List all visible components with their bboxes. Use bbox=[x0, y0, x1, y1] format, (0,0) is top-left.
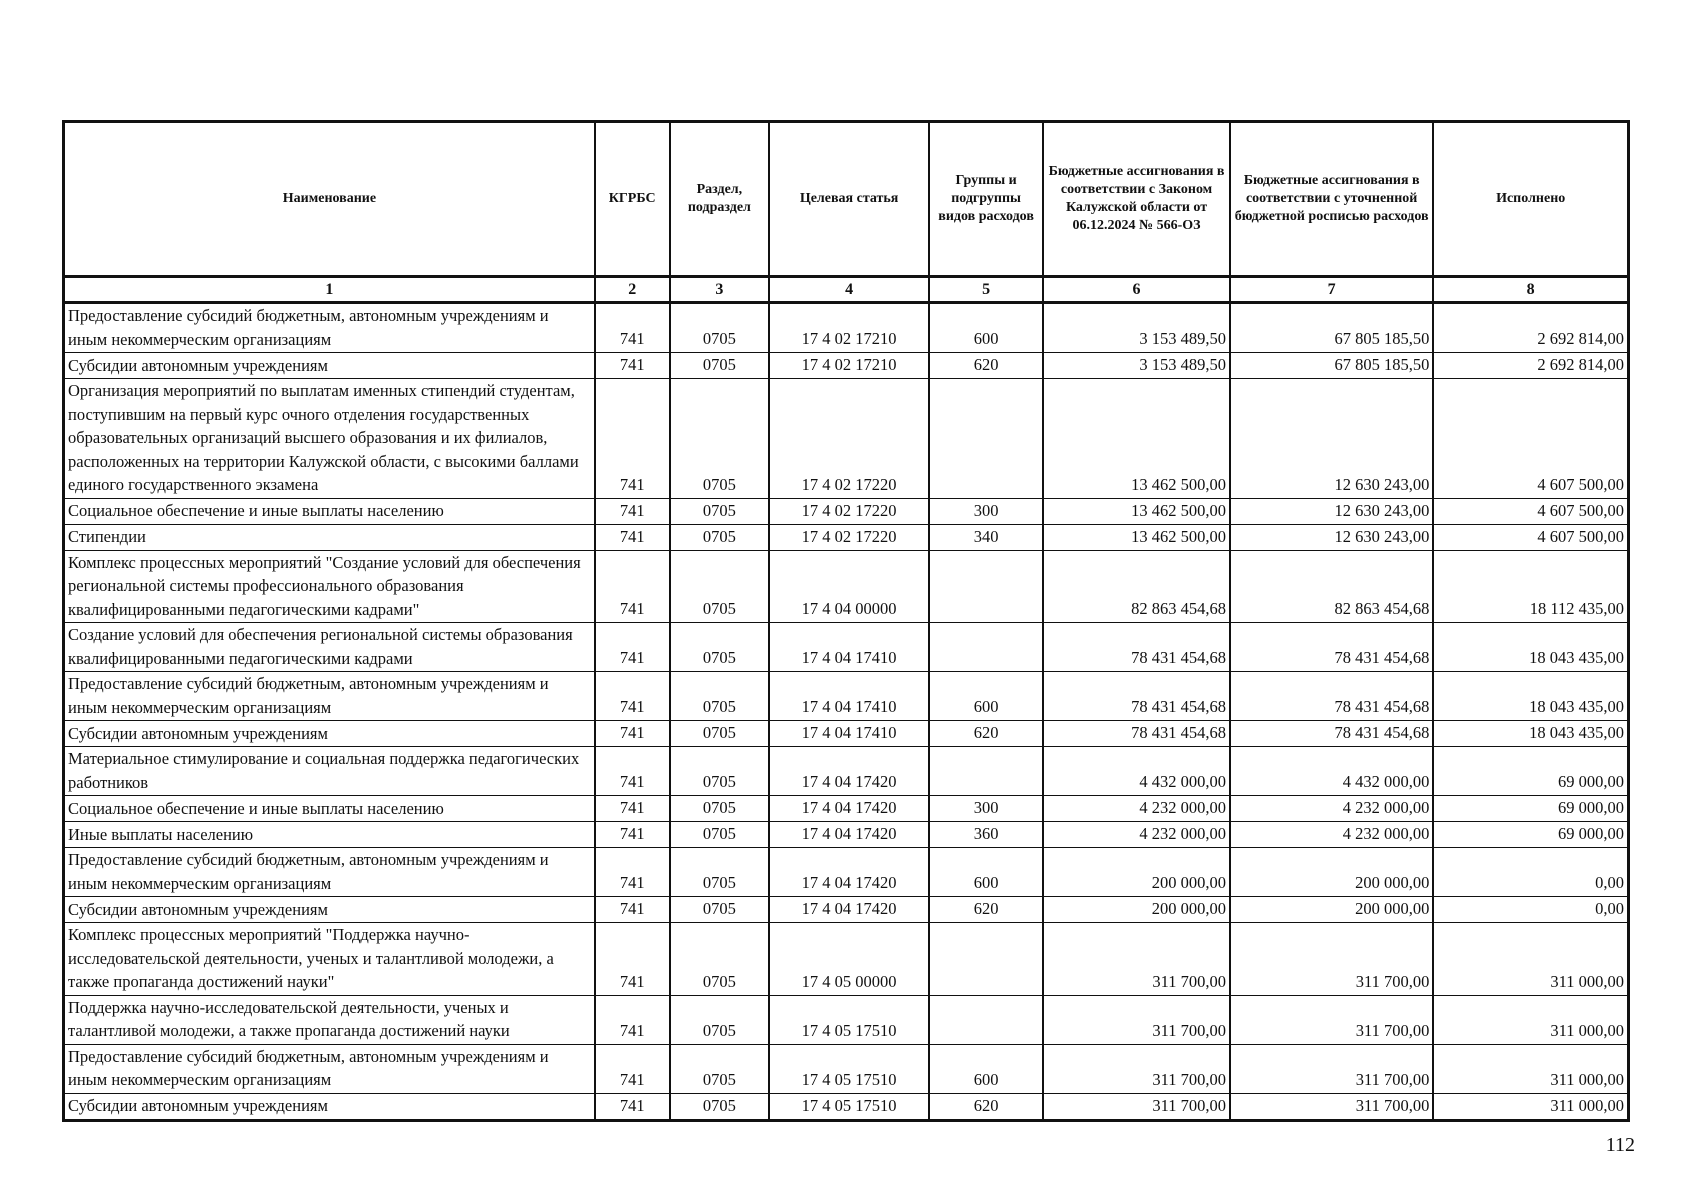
cell-name: Субсидии автономным учреждениям bbox=[64, 1093, 595, 1120]
table-row bbox=[64, 822, 1629, 848]
table-row bbox=[64, 995, 1629, 1044]
cell-law-allocation: 13 462 500,00 bbox=[1043, 498, 1230, 524]
cell-section: 0705 bbox=[670, 848, 770, 897]
column-number: 7 bbox=[1230, 277, 1433, 303]
cell-law-allocation: 3 153 489,50 bbox=[1043, 303, 1230, 353]
cell-section: 0705 bbox=[670, 897, 770, 923]
cell-name: Организация мероприятий по выплатам именных стипендий студентам, поступившим на первый курс очного отделения государственных образовательных организаций высшего образования и их филиалов, расположенных на территории Калужской области, с высокими баллами единого государственного экзамена bbox=[64, 379, 595, 499]
cell-expense-group bbox=[929, 550, 1043, 623]
cell-law-allocation: 82 863 454,68 bbox=[1043, 550, 1230, 623]
cell-expense-group: 620 bbox=[929, 1093, 1043, 1120]
cell-section: 0705 bbox=[670, 524, 770, 550]
cell-expense-group: 620 bbox=[929, 721, 1043, 747]
cell-kgrbs: 741 bbox=[595, 848, 670, 897]
header-law-allocations: Бюджетные ассигнования в соответствии с Законом Калужской области от 06.12.2024 № 566-ОЗ bbox=[1043, 122, 1230, 277]
cell-target-article: 17 4 05 17510 bbox=[769, 995, 929, 1044]
cell-target-article: 17 4 02 17220 bbox=[769, 524, 929, 550]
column-number: 3 bbox=[670, 277, 770, 303]
cell-kgrbs: 741 bbox=[595, 672, 670, 721]
cell-kgrbs: 741 bbox=[595, 822, 670, 848]
cell-expense-group: 600 bbox=[929, 672, 1043, 721]
cell-executed: 69 000,00 bbox=[1433, 796, 1628, 822]
table-row bbox=[64, 524, 1629, 550]
table-row bbox=[64, 303, 1629, 353]
cell-law-allocation: 78 431 454,68 bbox=[1043, 721, 1230, 747]
cell-law-allocation: 4 232 000,00 bbox=[1043, 822, 1230, 848]
cell-target-article: 17 4 04 17420 bbox=[769, 897, 929, 923]
cell-expense-group: 300 bbox=[929, 796, 1043, 822]
cell-target-article: 17 4 04 17420 bbox=[769, 747, 929, 796]
cell-executed: 311 000,00 bbox=[1433, 923, 1628, 996]
page-number: 112 bbox=[1605, 1134, 1635, 1156]
cell-section: 0705 bbox=[670, 672, 770, 721]
cell-expense-group: 360 bbox=[929, 822, 1043, 848]
cell-kgrbs: 741 bbox=[595, 995, 670, 1044]
cell-target-article: 17 4 05 17510 bbox=[769, 1044, 929, 1093]
cell-refined-allocation: 78 431 454,68 bbox=[1230, 623, 1433, 672]
cell-name: Материальное стимулирование и социальная поддержка педагогических работников bbox=[64, 747, 595, 796]
cell-law-allocation: 311 700,00 bbox=[1043, 1093, 1230, 1120]
table-row bbox=[64, 721, 1629, 747]
cell-kgrbs: 741 bbox=[595, 897, 670, 923]
cell-law-allocation: 4 232 000,00 bbox=[1043, 796, 1230, 822]
table-row bbox=[64, 672, 1629, 721]
cell-expense-group: 600 bbox=[929, 848, 1043, 897]
cell-refined-allocation: 12 630 243,00 bbox=[1230, 379, 1433, 499]
cell-refined-allocation: 12 630 243,00 bbox=[1230, 524, 1433, 550]
cell-expense-group bbox=[929, 623, 1043, 672]
cell-target-article: 17 4 04 17410 bbox=[769, 672, 929, 721]
cell-section: 0705 bbox=[670, 822, 770, 848]
cell-expense-group: 620 bbox=[929, 353, 1043, 379]
header-target-article: Целевая статья bbox=[769, 122, 929, 277]
cell-executed: 0,00 bbox=[1433, 897, 1628, 923]
cell-name: Социальное обеспечение и иные выплаты населению bbox=[64, 498, 595, 524]
cell-refined-allocation: 311 700,00 bbox=[1230, 923, 1433, 996]
cell-law-allocation: 200 000,00 bbox=[1043, 897, 1230, 923]
header-refined-allocations: Бюджетные ассигнования в соответствии с уточненной бюджетной росписью расходов bbox=[1230, 122, 1433, 277]
cell-kgrbs: 741 bbox=[595, 747, 670, 796]
cell-refined-allocation: 311 700,00 bbox=[1230, 1044, 1433, 1093]
cell-target-article: 17 4 04 00000 bbox=[769, 550, 929, 623]
cell-name: Предоставление субсидий бюджетным, автономным учреждениям и иным некоммерческим организациям bbox=[64, 848, 595, 897]
cell-section: 0705 bbox=[670, 623, 770, 672]
table-row bbox=[64, 353, 1629, 379]
cell-refined-allocation: 4 432 000,00 bbox=[1230, 747, 1433, 796]
cell-kgrbs: 741 bbox=[595, 379, 670, 499]
table-row bbox=[64, 848, 1629, 897]
cell-law-allocation: 4 432 000,00 bbox=[1043, 747, 1230, 796]
cell-executed: 2 692 814,00 bbox=[1433, 303, 1628, 353]
cell-expense-group bbox=[929, 995, 1043, 1044]
cell-executed: 0,00 bbox=[1433, 848, 1628, 897]
cell-executed: 2 692 814,00 bbox=[1433, 353, 1628, 379]
cell-kgrbs: 741 bbox=[595, 353, 670, 379]
header-section: Раздел, подраздел bbox=[670, 122, 770, 277]
budget-execution-table bbox=[62, 120, 1630, 1122]
cell-name: Предоставление субсидий бюджетным, автономным учреждениям и иным некоммерческим организациям bbox=[64, 672, 595, 721]
column-number: 4 bbox=[769, 277, 929, 303]
cell-section: 0705 bbox=[670, 303, 770, 353]
cell-refined-allocation: 4 232 000,00 bbox=[1230, 796, 1433, 822]
header-executed: Исполнено bbox=[1433, 122, 1628, 277]
cell-executed: 311 000,00 bbox=[1433, 1044, 1628, 1093]
cell-target-article: 17 4 04 17420 bbox=[769, 848, 929, 897]
cell-law-allocation: 13 462 500,00 bbox=[1043, 379, 1230, 499]
cell-kgrbs: 741 bbox=[595, 550, 670, 623]
cell-name: Комплекс процессных мероприятий "Поддержка научно-исследовательской деятельности, ученых и талантливой молодежи, а также пропаганда достижений науки" bbox=[64, 923, 595, 996]
cell-section: 0705 bbox=[670, 1093, 770, 1120]
cell-name: Предоставление субсидий бюджетным, автономным учреждениям и иным некоммерческим организациям bbox=[64, 1044, 595, 1093]
cell-refined-allocation: 311 700,00 bbox=[1230, 995, 1433, 1044]
header-expense-groups: Группы и подгруппы видов расходов bbox=[929, 122, 1043, 277]
cell-target-article: 17 4 05 00000 bbox=[769, 923, 929, 996]
cell-refined-allocation: 78 431 454,68 bbox=[1230, 672, 1433, 721]
cell-executed: 4 607 500,00 bbox=[1433, 498, 1628, 524]
cell-target-article: 17 4 04 17410 bbox=[769, 623, 929, 672]
cell-executed: 18 112 435,00 bbox=[1433, 550, 1628, 623]
cell-refined-allocation: 311 700,00 bbox=[1230, 1093, 1433, 1120]
table-row bbox=[64, 550, 1629, 623]
cell-section: 0705 bbox=[670, 1044, 770, 1093]
cell-executed: 69 000,00 bbox=[1433, 747, 1628, 796]
table-row bbox=[64, 923, 1629, 996]
cell-law-allocation: 13 462 500,00 bbox=[1043, 524, 1230, 550]
cell-name: Социальное обеспечение и иные выплаты населению bbox=[64, 796, 595, 822]
cell-name: Комплекс процессных мероприятий "Создание условий для обеспечения региональной системы профессионального образования квалифицированными педагогическими кадрами" bbox=[64, 550, 595, 623]
cell-kgrbs: 741 bbox=[595, 1044, 670, 1093]
cell-kgrbs: 741 bbox=[595, 623, 670, 672]
cell-refined-allocation: 4 232 000,00 bbox=[1230, 822, 1433, 848]
cell-section: 0705 bbox=[670, 498, 770, 524]
cell-name: Иные выплаты населению bbox=[64, 822, 595, 848]
column-number-row bbox=[64, 277, 1629, 303]
cell-section: 0705 bbox=[670, 747, 770, 796]
column-number: 2 bbox=[595, 277, 670, 303]
header-kgrbs: КГРБС bbox=[595, 122, 670, 277]
cell-executed: 311 000,00 bbox=[1433, 995, 1628, 1044]
cell-kgrbs: 741 bbox=[595, 303, 670, 353]
cell-name: Субсидии автономным учреждениям bbox=[64, 897, 595, 923]
cell-section: 0705 bbox=[670, 995, 770, 1044]
cell-kgrbs: 741 bbox=[595, 498, 670, 524]
cell-law-allocation: 311 700,00 bbox=[1043, 1044, 1230, 1093]
cell-target-article: 17 4 04 17410 bbox=[769, 721, 929, 747]
table-row bbox=[64, 747, 1629, 796]
cell-name: Поддержка научно-исследовательской деятельности, ученых и талантливой молодежи, а также пропаганда достижений науки bbox=[64, 995, 595, 1044]
cell-executed: 4 607 500,00 bbox=[1433, 379, 1628, 499]
header-name: Наименование bbox=[64, 122, 595, 277]
cell-expense-group: 620 bbox=[929, 897, 1043, 923]
cell-refined-allocation: 78 431 454,68 bbox=[1230, 721, 1433, 747]
cell-law-allocation: 200 000,00 bbox=[1043, 848, 1230, 897]
cell-section: 0705 bbox=[670, 353, 770, 379]
column-number: 1 bbox=[64, 277, 595, 303]
cell-section: 0705 bbox=[670, 379, 770, 499]
budget-table-sheet bbox=[62, 120, 1630, 1122]
cell-name: Стипендии bbox=[64, 524, 595, 550]
cell-law-allocation: 78 431 454,68 bbox=[1043, 672, 1230, 721]
cell-expense-group: 300 bbox=[929, 498, 1043, 524]
cell-target-article: 17 4 02 17220 bbox=[769, 379, 929, 499]
cell-executed: 18 043 435,00 bbox=[1433, 672, 1628, 721]
cell-kgrbs: 741 bbox=[595, 796, 670, 822]
cell-executed: 311 000,00 bbox=[1433, 1093, 1628, 1120]
cell-section: 0705 bbox=[670, 796, 770, 822]
cell-law-allocation: 78 431 454,68 bbox=[1043, 623, 1230, 672]
cell-target-article: 17 4 02 17210 bbox=[769, 353, 929, 379]
table-row bbox=[64, 623, 1629, 672]
cell-target-article: 17 4 04 17420 bbox=[769, 822, 929, 848]
cell-law-allocation: 311 700,00 bbox=[1043, 923, 1230, 996]
cell-section: 0705 bbox=[670, 721, 770, 747]
cell-name: Субсидии автономным учреждениям bbox=[64, 721, 595, 747]
cell-kgrbs: 741 bbox=[595, 1093, 670, 1120]
cell-section: 0705 bbox=[670, 923, 770, 996]
table-row bbox=[64, 1093, 1629, 1120]
cell-executed: 69 000,00 bbox=[1433, 822, 1628, 848]
cell-target-article: 17 4 02 17220 bbox=[769, 498, 929, 524]
cell-refined-allocation: 82 863 454,68 bbox=[1230, 550, 1433, 623]
column-number: 5 bbox=[929, 277, 1043, 303]
cell-expense-group bbox=[929, 379, 1043, 499]
table-row bbox=[64, 379, 1629, 499]
cell-kgrbs: 741 bbox=[595, 721, 670, 747]
cell-executed: 4 607 500,00 bbox=[1433, 524, 1628, 550]
cell-target-article: 17 4 05 17510 bbox=[769, 1093, 929, 1120]
cell-refined-allocation: 200 000,00 bbox=[1230, 897, 1433, 923]
cell-kgrbs: 741 bbox=[595, 923, 670, 996]
cell-name: Предоставление субсидий бюджетным, автономным учреждениям и иным некоммерческим организациям bbox=[64, 303, 595, 353]
cell-section: 0705 bbox=[670, 550, 770, 623]
table-row bbox=[64, 796, 1629, 822]
cell-refined-allocation: 12 630 243,00 bbox=[1230, 498, 1433, 524]
cell-executed: 18 043 435,00 bbox=[1433, 721, 1628, 747]
cell-expense-group: 340 bbox=[929, 524, 1043, 550]
table-row bbox=[64, 1044, 1629, 1093]
cell-target-article: 17 4 02 17210 bbox=[769, 303, 929, 353]
cell-expense-group bbox=[929, 923, 1043, 996]
cell-target-article: 17 4 04 17420 bbox=[769, 796, 929, 822]
cell-expense-group bbox=[929, 747, 1043, 796]
cell-law-allocation: 3 153 489,50 bbox=[1043, 353, 1230, 379]
table-row bbox=[64, 897, 1629, 923]
header-row bbox=[64, 122, 1629, 277]
cell-refined-allocation: 200 000,00 bbox=[1230, 848, 1433, 897]
column-number: 8 bbox=[1433, 277, 1628, 303]
cell-expense-group: 600 bbox=[929, 303, 1043, 353]
cell-refined-allocation: 67 805 185,50 bbox=[1230, 353, 1433, 379]
cell-kgrbs: 741 bbox=[595, 524, 670, 550]
cell-name: Создание условий для обеспечения региональной системы образования квалифицированными педагогическими кадрами bbox=[64, 623, 595, 672]
cell-refined-allocation: 67 805 185,50 bbox=[1230, 303, 1433, 353]
table-row bbox=[64, 498, 1629, 524]
column-number: 6 bbox=[1043, 277, 1230, 303]
cell-name: Субсидии автономным учреждениям bbox=[64, 353, 595, 379]
cell-executed: 18 043 435,00 bbox=[1433, 623, 1628, 672]
cell-law-allocation: 311 700,00 bbox=[1043, 995, 1230, 1044]
cell-expense-group: 600 bbox=[929, 1044, 1043, 1093]
